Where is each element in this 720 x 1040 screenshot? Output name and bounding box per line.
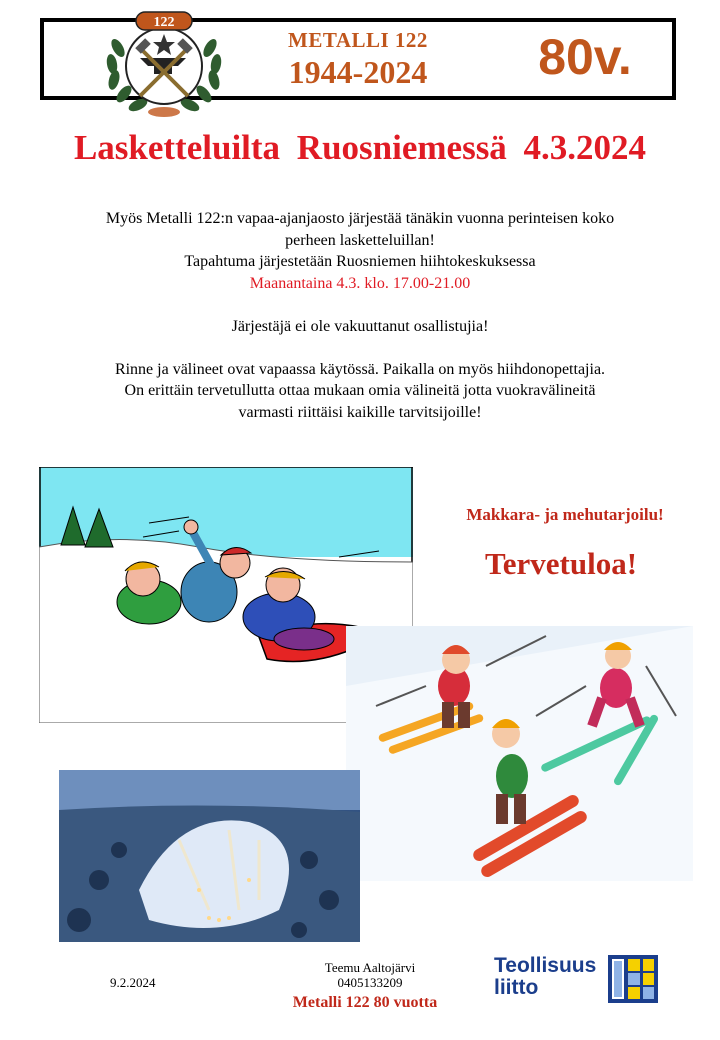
year-range: 1944-2024	[288, 54, 428, 90]
ski-resort-aerial-photo	[59, 770, 360, 942]
org-name: METALLI 122	[288, 28, 428, 52]
description-line: varmasti riittäisi kaikille tarvitsijoille!	[238, 403, 482, 421]
contact-phone: 0405133209	[337, 975, 403, 990]
description-line: Tapahtuma järjestetään Ruosniemen hiihtokeskuksessa	[184, 253, 536, 270]
contact-name: Teemu Aaltojärvi	[324, 960, 416, 975]
event-time: Maanantaina 4.3. klo. 17.00-21.00	[249, 274, 471, 292]
description-line: perheen lasketteluillan!	[285, 231, 435, 249]
description-line: On erittäin tervetullutta ottaa mukaan omia välineitä jotta vuokravälineitä	[124, 382, 596, 399]
metalli-122-emblem-logo	[100, 8, 228, 120]
teollisuusliitto-logo-mark	[608, 955, 658, 1003]
document-date: 9.2.2024	[110, 975, 156, 990]
skiers-illustration-image	[346, 626, 693, 881]
logo-number: 122	[153, 15, 175, 30]
description-line: Rinne ja välineet ovat vapaassa käytössä. Paikalla on myös hiihdonopettajia.	[114, 360, 606, 378]
teollisuusliitto-logo-text	[494, 955, 596, 999]
logo-text-line: Teollisuus	[494, 954, 597, 977]
anniversary-badge: 80v.	[538, 29, 632, 85]
event-description	[40, 208, 680, 423]
insurance-notice: Järjestäjä ei ole vakuuttanut osallistujia!	[231, 317, 489, 335]
footer-slogan: Metalli 122 80 vuotta	[292, 994, 438, 1011]
refreshments-note: Makkara- ja mehutarjoilu!	[466, 505, 664, 524]
welcome-text: Tervetuloa!	[484, 546, 638, 581]
logo-text-line: liitto	[494, 976, 539, 999]
page-title: Lasketteluilta Ruosniemessä 4.3.2024	[73, 128, 647, 167]
description-line: Myös Metalli 122:n vapaa-ajanjaosto järjestää tänäkin vuonna perinteisen koko	[105, 210, 615, 227]
